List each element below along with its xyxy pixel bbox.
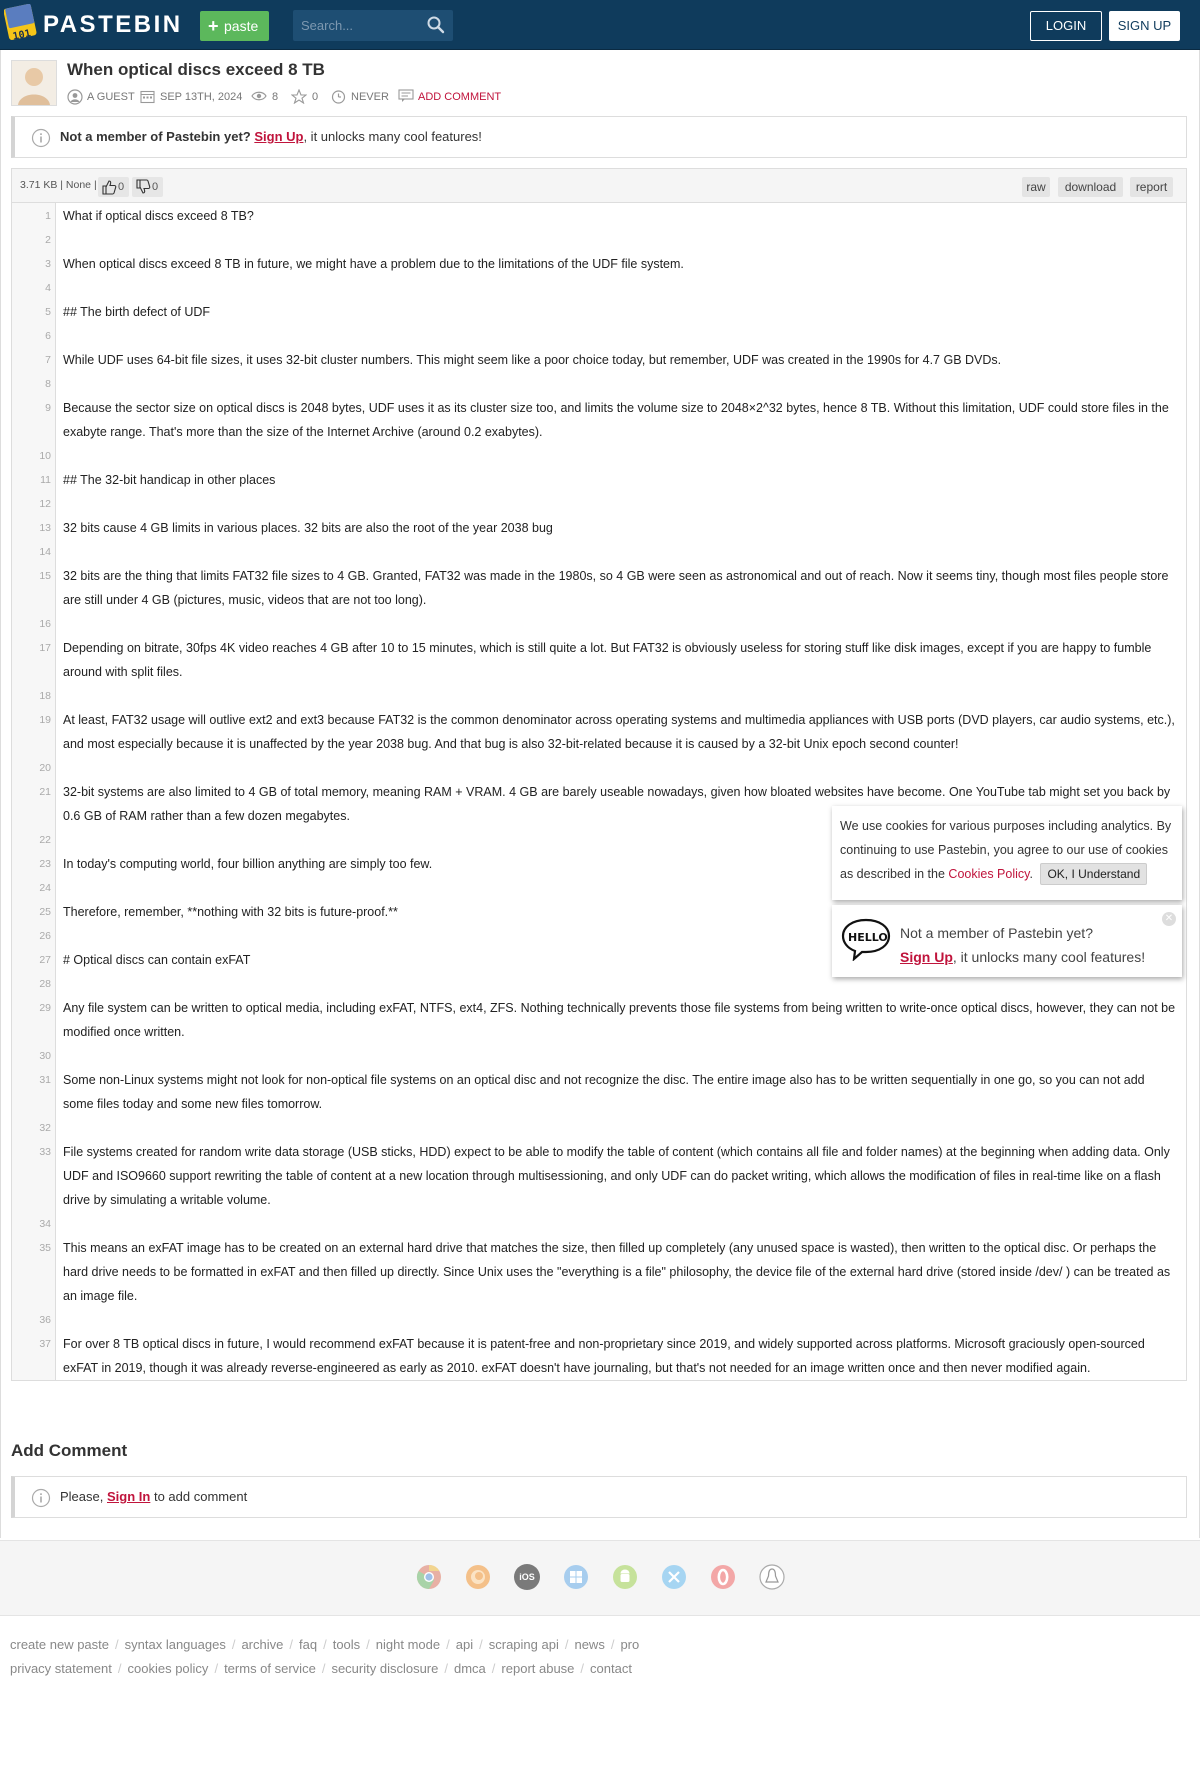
rating-count: 0 <box>312 91 319 103</box>
footer-link-report-abuse[interactable]: report abuse <box>501 1661 575 1676</box>
code-toolbar <box>12 169 1186 203</box>
line-number: 16 <box>39 618 51 630</box>
line-number: 30 <box>39 1050 51 1062</box>
code-line: ## The birth defect of UDF <box>63 305 211 319</box>
code-line: Because the sector size on optical discs is 2048 bytes, UDF uses it as its cluster size too, and limits the volume size to 2048×2^32 bytes, hence 8 TB. Without this limitation, UDF could store files in the exabyte range. That's more than the size of the Internet Archive (around 0.2 exabytes). <box>63 401 1169 439</box>
code-line: While UDF uses 64-bit file sizes, it uses 32-bit cluster numbers. This might seem like a poor choice today, but remember, UDF was created in the 1990s for 4.7 GB DVDs. <box>63 353 1002 367</box>
signin-tail: to add comment <box>153 1489 248 1504</box>
code-line: 32 bits cause 4 GB limits in various places. 32 bits are also the root of the year 2038 bug <box>63 521 553 535</box>
chrome-icon[interactable] <box>416 1564 442 1590</box>
line-number: 7 <box>45 354 51 366</box>
user-icon <box>67 89 83 105</box>
hello-text-block <box>900 921 1145 969</box>
line-number: 15 <box>39 570 51 582</box>
code-line: This means an exFAT image has to be created on an external hard drive that matches the size, then filled up completely (any unused space is wasted), then written to the optical disc. Or perhaps the hard drive needs to be formatted in exFAT and then filled up directly. Since Unix uses the "everything is a file" philosophy, the device file of the external hard drive (stored inside /dev/ ) can be treated as an image file. <box>63 1241 1171 1303</box>
paste-size-info: 3.71 KB | None | <box>20 179 97 191</box>
star-icon <box>291 89 307 104</box>
new-paste-label: paste <box>224 18 259 34</box>
line-number: 36 <box>39 1314 51 1326</box>
raw-button[interactable]: raw <box>1022 177 1050 197</box>
code-line: Some non-Linux systems might not look for non-optical file systems on an optical disc and not recognize the disc. The entire image also has to be written sequentially in one go, so you can not add some files today and some new files tomorrow. <box>63 1073 1145 1111</box>
line-number: 5 <box>45 306 51 318</box>
line-number: 26 <box>39 930 51 942</box>
cookie-text: We use cookies for various purposes including analytics. By continuing to use Pastebin, you agree to our use of cookies as described in the <box>840 819 1172 881</box>
code-line: ## The 32-bit handicap in other places <box>63 473 276 487</box>
add-comment-label[interactable]: ADD COMMENT <box>418 91 502 103</box>
code-line: When optical discs exceed 8 TB in future, we might have a problem due to the limitations of the UDF file system. <box>63 257 684 271</box>
signin-notice-text <box>60 1489 247 1504</box>
line-number: 25 <box>39 906 51 918</box>
calendar-icon <box>140 89 155 104</box>
like-count: 0 <box>118 181 125 193</box>
app-icons-bar <box>0 1540 1200 1616</box>
pastebin-logo-icon[interactable] <box>4 4 38 42</box>
member-notice-tail: , it unlocks many cool features! <box>303 129 482 144</box>
macos-icon[interactable] <box>661 1564 687 1590</box>
code-line: Therefore, remember, **nothing with 32 bits is future-proof.** <box>63 905 398 919</box>
signup-promo-popup <box>832 905 1182 977</box>
expiration-value: NEVER <box>351 91 389 103</box>
guest-avatar-icon <box>12 61 56 105</box>
footer-link-privacy[interactable]: privacy statement <box>10 1661 112 1676</box>
svg-text:HELLO: HELLO <box>848 931 888 944</box>
code-line: What if optical discs exceed 8 TB? <box>63 209 254 223</box>
signin-notice <box>11 1476 1187 1518</box>
code-line: Any file system can be written to optical media, including exFAT, NTFS, ext4, ZFS. Nothing technically prevents those file systems from being written to write-once optical discs, however, they can not be modified once written. <box>63 1001 1176 1039</box>
line-number: 12 <box>39 498 51 510</box>
firefox-icon[interactable] <box>465 1564 491 1590</box>
hello-lead: Not a member of Pastebin yet? <box>900 925 1093 941</box>
line-number: 27 <box>39 954 51 966</box>
svg-text:101: 101 <box>11 28 32 42</box>
search-input[interactable] <box>293 10 423 41</box>
thumbs-up-icon <box>101 179 117 195</box>
line-number: 33 <box>39 1146 51 1158</box>
thumbs-down-icon <box>135 179 151 195</box>
signin-link[interactable]: Sign In <box>107 1489 151 1504</box>
dislike-count: 0 <box>152 181 159 193</box>
author-name[interactable]: A GUEST <box>87 91 135 103</box>
footer-links-row2: privacy statement / cookies policy / terms of service / security disclosure / dmca / report abuse / contact <box>10 1661 632 1676</box>
paste-title: When optical discs exceed 8 TB <box>67 60 325 79</box>
paste-date: SEP 13TH, 2024 <box>160 91 243 103</box>
footer-link-cookies[interactable]: cookies policy <box>127 1661 209 1676</box>
code-line: In today's computing world, four billion anything are simply too few. <box>63 857 433 871</box>
view-count: 8 <box>272 91 279 103</box>
line-number: 20 <box>39 762 51 774</box>
avatar <box>11 60 57 106</box>
footer-link-news[interactable]: news <box>574 1637 605 1652</box>
download-button[interactable]: download <box>1058 177 1123 197</box>
opera-icon[interactable] <box>710 1564 736 1590</box>
footer-link-syntax[interactable]: syntax languages <box>124 1637 226 1652</box>
like-button[interactable] <box>98 177 129 197</box>
code-line: File systems created for random write data storage (USB sticks, HDD) expect to be able to modify the table of content (which contains all file and folder names) at the beginning when adding data. Only UDF and ISO9660 support rewriting the table of content at a new location through multisessioning, and only UDF can do packet writing, which allows the modification of files in real-time like on a flash drive by simulating a writable volume. <box>63 1145 1170 1207</box>
line-number: 8 <box>45 378 51 390</box>
line-number: 9 <box>45 402 51 414</box>
search-icon[interactable] <box>427 16 445 34</box>
line-number: 13 <box>39 522 51 534</box>
footer-link-pro[interactable]: pro <box>620 1637 640 1652</box>
signup-button[interactable]: SIGN UP <box>1109 11 1180 41</box>
line-number: 17 <box>39 642 51 654</box>
footer-link-dmca[interactable]: dmca <box>454 1661 486 1676</box>
footer-link-terms[interactable]: terms of service <box>224 1661 316 1676</box>
close-icon[interactable]: ✕ <box>1162 912 1176 926</box>
android-icon[interactable] <box>612 1564 638 1590</box>
line-number: 19 <box>39 714 51 726</box>
line-number: 24 <box>39 882 51 894</box>
footer-link-night-mode[interactable]: night mode <box>375 1637 441 1652</box>
windows-icon[interactable] <box>563 1564 589 1590</box>
footer-link-archive[interactable]: archive <box>241 1637 284 1652</box>
footer-link-scraping-api[interactable]: scraping api <box>488 1637 559 1652</box>
report-button[interactable]: report <box>1130 177 1173 197</box>
logo-text[interactable]: PASTEBIN <box>43 11 183 38</box>
line-number: 34 <box>39 1218 51 1230</box>
line-number: 22 <box>39 834 51 846</box>
info-icon <box>31 128 51 151</box>
footer-link-contact[interactable]: contact <box>590 1661 632 1676</box>
line-number: 35 <box>39 1242 51 1254</box>
new-paste-button[interactable] <box>200 11 269 41</box>
line-number: 1 <box>45 210 51 222</box>
footer-link-faq[interactable]: faq <box>299 1637 318 1652</box>
footer-link-api[interactable]: api <box>455 1637 474 1652</box>
code-line: Depending on bitrate, 30fps 4K video reaches 4 GB after 10 to 15 minutes, which is still quite a lot. But FAT32 is obviously useless for storing stuff like disk images, except if you are happy to fumble around with split files. <box>63 641 1152 679</box>
top-navbar <box>0 0 1200 50</box>
comment-icon <box>398 89 414 103</box>
line-number: 18 <box>39 690 51 702</box>
hello-signup-link[interactable]: Sign Up <box>900 949 953 965</box>
please-text: Please, <box>60 1489 104 1504</box>
signup-link[interactable]: Sign Up <box>254 129 304 144</box>
info-icon <box>31 1488 51 1511</box>
line-number: 3 <box>45 258 51 270</box>
line-number: 21 <box>39 786 51 798</box>
line-number: 29 <box>39 1002 51 1014</box>
code-line: # Optical discs can contain exFAT <box>63 953 251 967</box>
line-number-gutter <box>12 203 56 1380</box>
linux-icon[interactable] <box>759 1564 785 1590</box>
code-line: 32 bits are the thing that limits FAT32 file sizes to 4 GB. Granted, FAT32 was made in the 1980s, so 4 GB were seen as astronomical and out of reach. Now it seems tiny, though most files people store are still under 4 GB (pictures, music, videos that are not too long). <box>63 569 1169 607</box>
add-comment-heading: Add Comment <box>11 1441 128 1460</box>
line-number: 31 <box>39 1074 51 1086</box>
footer-link-tools[interactable]: tools <box>332 1637 361 1652</box>
cookie-text-block: We use cookies for various purposes including analytics. By continuing to use Pastebin, you agree to our use of cookies as described in the Cookies Policy. OK, I Understand <box>840 814 1178 886</box>
cookie-consent-popup <box>832 806 1182 900</box>
member-notice <box>11 116 1187 158</box>
footer-link-security[interactable]: security disclosure <box>331 1661 439 1676</box>
line-number: 11 <box>40 474 51 486</box>
ios-icon[interactable]: iOS <box>514 1564 540 1590</box>
plus-icon: + <box>208 16 219 36</box>
line-number: 4 <box>45 282 51 294</box>
member-notice-text <box>60 129 482 144</box>
footer-link-new-paste[interactable]: create new paste <box>10 1637 110 1652</box>
code-line: For over 8 TB optical discs in future, I would recommend exFAT because it is patent-free and non-proprietary since 2019, and widely supported across platforms. Microsoft graciously open-sourced exFAT in 2019, though it was already reverse-engineered as early as 2010. exFAT doesn't have journaling, but that's not needed for an image written once and then never modified again. <box>63 1337 1145 1375</box>
line-number: 32 <box>39 1122 51 1134</box>
line-number: 2 <box>45 234 51 246</box>
line-number: 10 <box>39 450 51 462</box>
footer-links-row1: create new paste / syntax languages / archive / faq / tools / night mode / api / scraping api / news / pro <box>10 1637 640 1652</box>
code-line: 32-bit systems are also limited to 4 GB of total memory, meaning RAM + VRAM. 4 GB are barely useable nowadays, given how bloated websites have become. One YouTube tab might set you back by 0.6 GB of RAM rather than a few dozen megabytes. <box>63 785 1171 823</box>
search-box <box>293 10 453 41</box>
line-number: 37 <box>39 1338 51 1350</box>
paste-code-box <box>11 168 1187 1381</box>
cookies-policy-link[interactable]: Cookies Policy <box>948 867 1030 881</box>
eye-icon <box>251 89 267 103</box>
dislike-button[interactable] <box>132 177 163 197</box>
login-button[interactable]: LOGIN <box>1030 11 1102 41</box>
code-line: At least, FAT32 usage will outlive ext2 and ext3 because FAT32 is the common denominator across operating systems and multimedia appliances with USB ports (DVD players, car audio systems, etc.), and most especially because it is unaffected by the year 2038 bug. And that bug is also 32-bit-related because it is caused by a 32-bit Unix epoch second counter! <box>63 713 1175 751</box>
clock-icon <box>331 89 346 104</box>
line-number: 23 <box>39 858 51 870</box>
member-notice-lead: Not a member of Pastebin yet? <box>60 129 251 144</box>
cookie-accept-button[interactable]: OK, I Understand <box>1040 863 1147 885</box>
line-number: 14 <box>39 546 51 558</box>
hello-speech-bubble-icon <box>840 917 892 964</box>
line-number: 6 <box>45 330 51 342</box>
hello-tail: , it unlocks many cool features! <box>952 949 1146 965</box>
line-number: 28 <box>39 978 51 990</box>
